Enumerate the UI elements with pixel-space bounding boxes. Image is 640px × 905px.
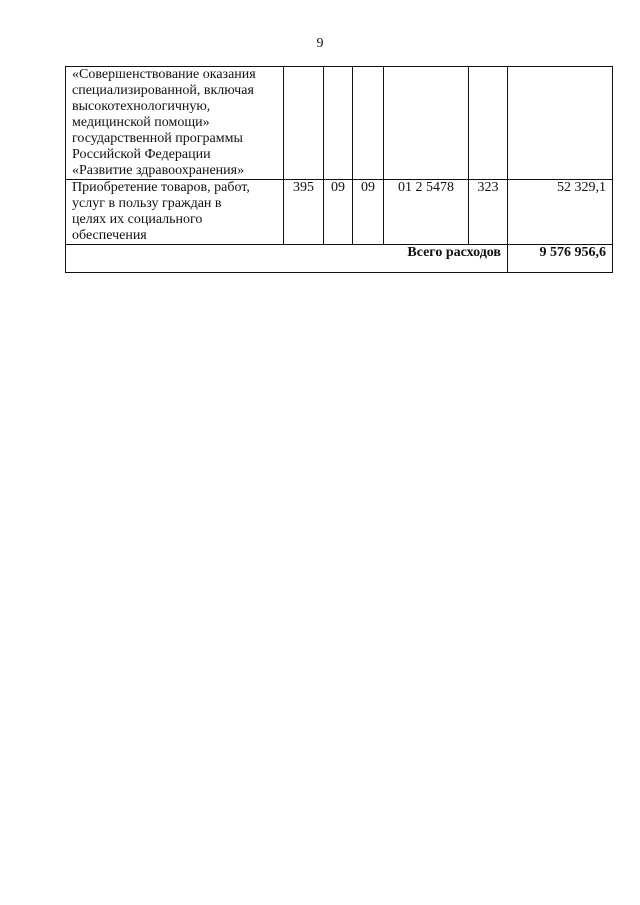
section-code: 09 [324,180,353,245]
page-number: 9 [316,36,324,51]
table-row [66,180,613,245]
amount: 52 329,1 [508,180,613,245]
expense-type-code: 323 [469,180,508,245]
row-name: «Совершенствование оказания специализированной, включая высокотехнологичную, медицинской помощи» государственной программы Российской Федерации «Развитие здравоохранения» [66,67,284,180]
table-row [66,67,613,180]
section-code [324,67,353,180]
target-article-code [384,67,469,180]
subsection-code: 09 [353,180,384,245]
ministry-code [284,67,324,180]
target-article-code: 01 2 5478 [384,180,469,245]
expense-type-code [469,67,508,180]
total-label: Всего расходов [66,245,508,273]
budget-table [65,66,613,273]
total-row [66,245,613,273]
ministry-code: 395 [284,180,324,245]
amount [508,67,613,180]
row-name: Приобретение товаров, работ, услуг в пользу граждан в целях их социального обеспечения [66,180,284,245]
subsection-code [353,67,384,180]
total-value: 9 576 956,6 [508,245,613,273]
